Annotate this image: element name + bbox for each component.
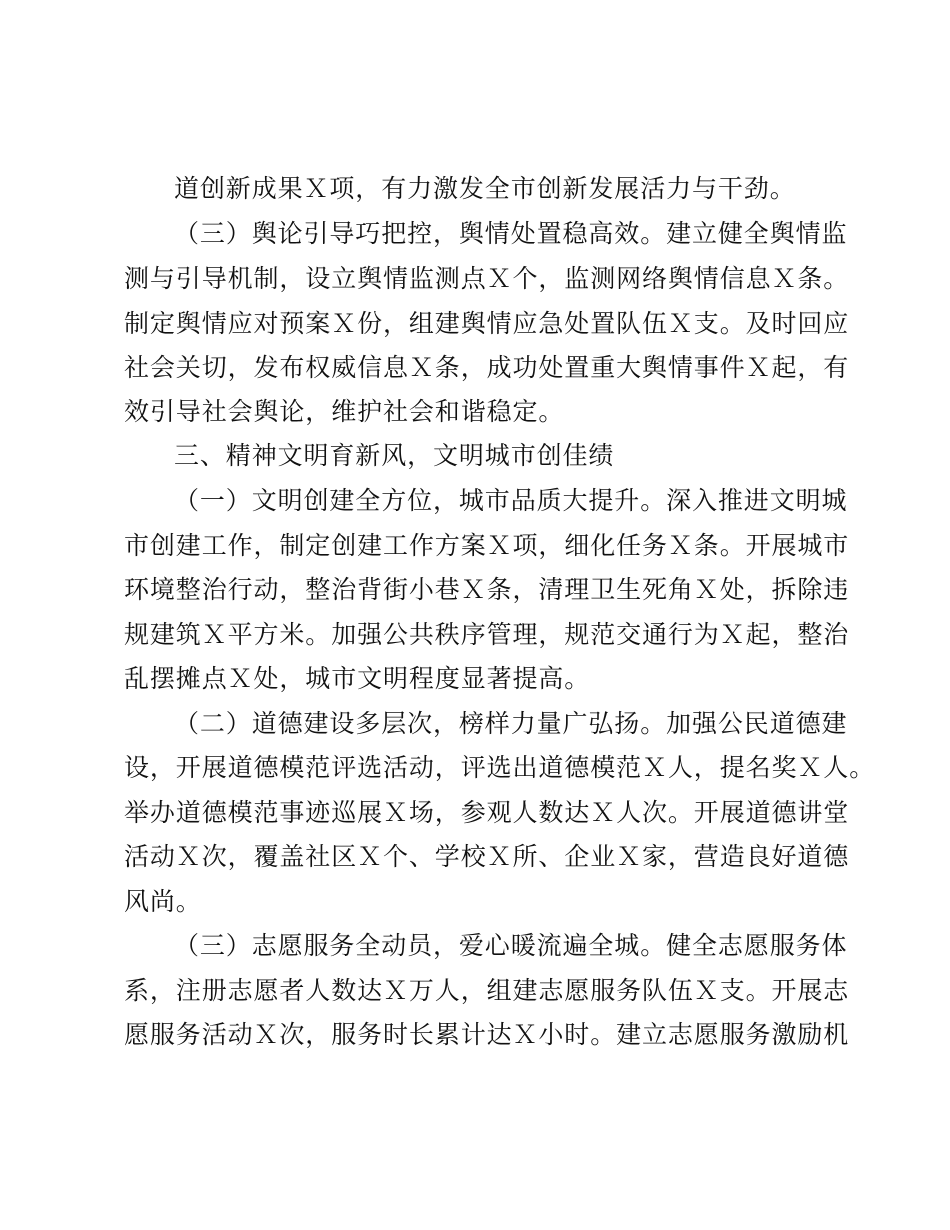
text-line: 系，注册志愿者人数达Ｘ万人，组建志愿服务队伍Ｘ支。开展志: [124, 976, 850, 1005]
text-line: 风尚。: [124, 887, 202, 916]
text-line: 道创新成果Ｘ项，有力激发全市创新发展活力与干劲。: [174, 174, 796, 203]
section-heading: 三、精神文明育新风，文明城市创佳绩: [174, 441, 615, 470]
text-line: 制定舆情应对预案Ｘ份，组建舆情应急处置队伍Ｘ支。及时回应: [124, 309, 850, 338]
paragraph-heading: （一）文明创建全方位，城市品质大提升。深入推进文明城: [174, 486, 848, 515]
text-line: 活动Ｘ次，覆盖社区Ｘ个、学校Ｘ所、企业Ｘ家，营造良好道德: [124, 842, 850, 871]
text-line: 设，开展道德模范评选活动，评选出道德模范Ｘ人，提名奖Ｘ人。: [124, 753, 876, 782]
text-line: 测与引导机制，设立舆情监测点Ｘ个，监测网络舆情信息Ｘ条。: [124, 264, 850, 293]
text-line: 举办道德模范事迹巡展Ｘ场，参观人数达Ｘ人次。开展道德讲堂: [124, 798, 850, 827]
text-line: 愿服务活动Ｘ次，服务时长累计达Ｘ小时。建立志愿服务激励机: [124, 1020, 850, 1049]
paragraph-heading: （二）道德建设多层次，榜样力量广弘扬。加强公民道德建: [174, 709, 848, 738]
paragraph-heading: （三）舆论引导巧把控，舆情处置稳高效。建立健全舆情监: [174, 219, 848, 248]
text-line: 乱摆摊点Ｘ处，城市文明程度显著提高。: [124, 664, 591, 693]
text-line: 效引导社会舆论，维护社会和谐稳定。: [124, 397, 565, 426]
text-line: 规建筑Ｘ平方米。加强公共秩序管理，规范交通行为Ｘ起，整治: [124, 620, 850, 649]
text-line: 市创建工作，制定创建工作方案Ｘ项，细化任务Ｘ条。开展城市: [124, 531, 850, 560]
paragraph-heading: （三）志愿服务全动员，爱心暖流遍全城。健全志愿服务体: [174, 931, 848, 960]
text-line: 社会关切，发布权威信息Ｘ条，成功处置重大舆情事件Ｘ起，有: [124, 353, 850, 382]
text-line: 环境整治行动，整治背街小巷Ｘ条，清理卫生死角Ｘ处，拆除违: [124, 575, 850, 604]
